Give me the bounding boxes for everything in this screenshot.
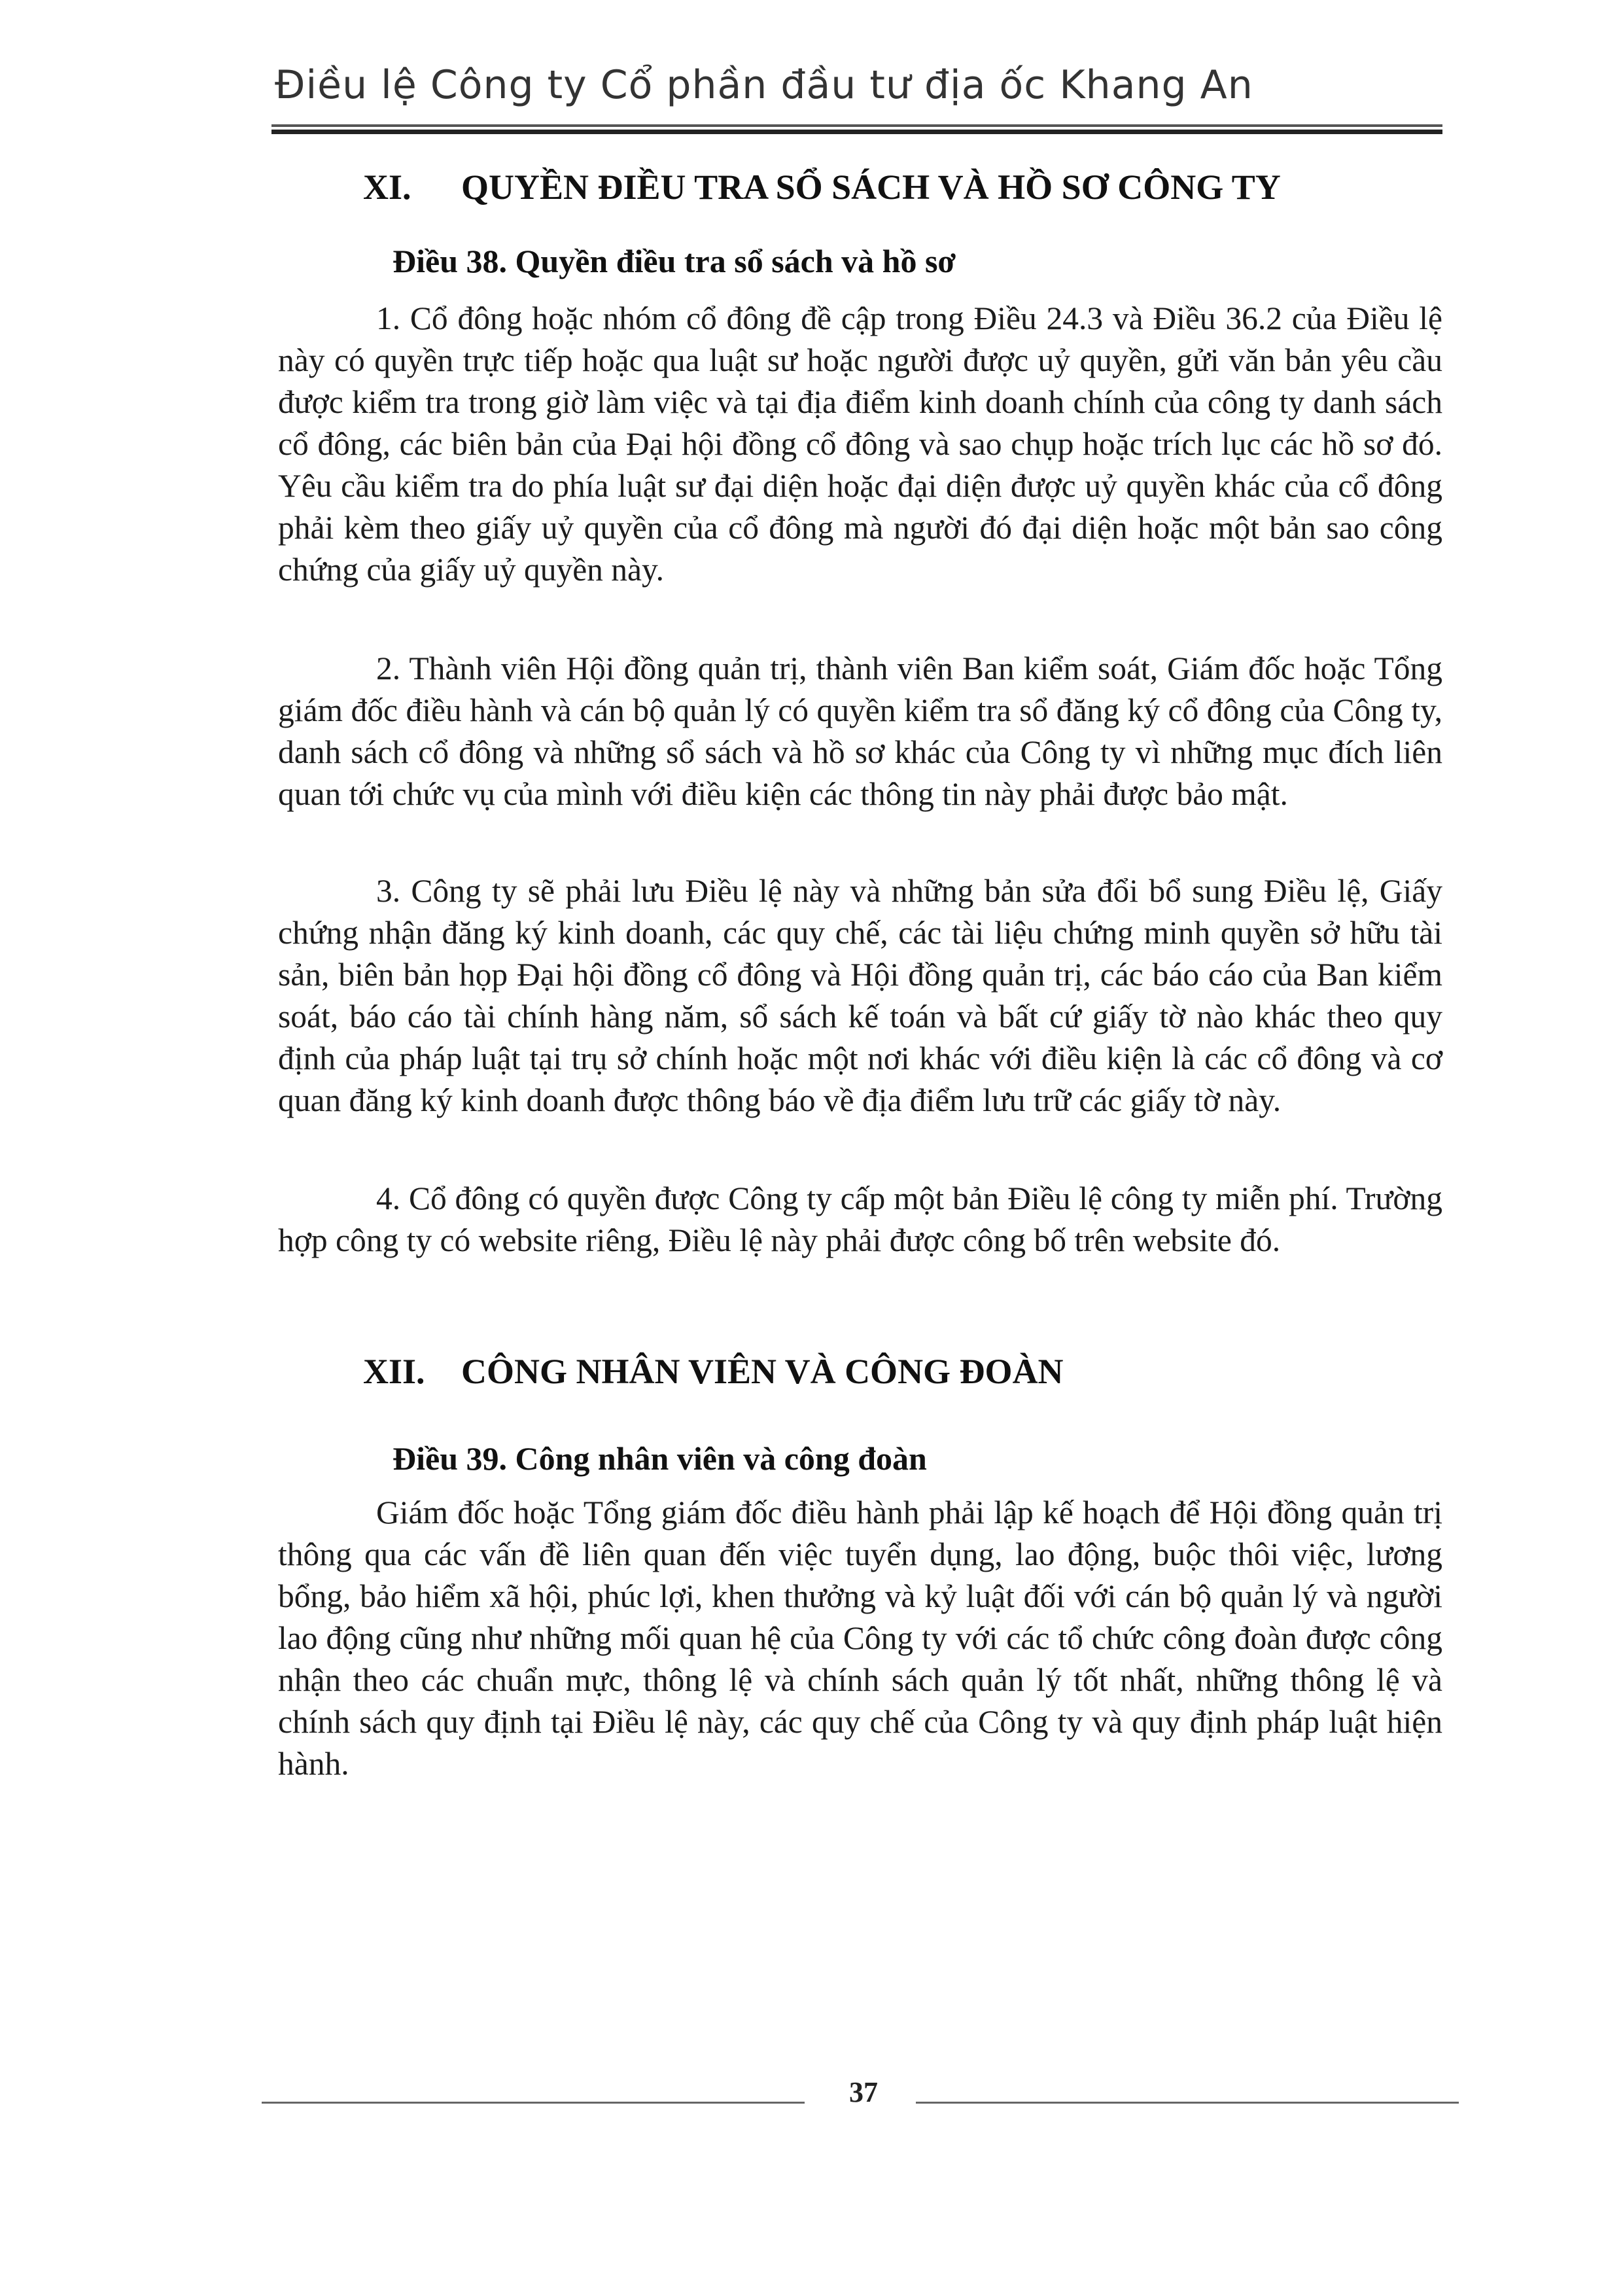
article-heading: Điều 38. Quyền điều tra sổ sách và hồ sơ xyxy=(393,243,956,279)
header-divider-thin xyxy=(271,124,1442,127)
header-divider xyxy=(271,124,1442,135)
article-heading: Điều 39. Công nhân viên và công đoàn xyxy=(393,1440,927,1477)
footer-rule-right xyxy=(916,2102,1459,2104)
section-heading xyxy=(363,1351,1064,1392)
document-title: Điều lệ Công ty Cổ phần đầu tư địa ốc Khang An xyxy=(275,62,1253,108)
paragraph: 2. Thành viên Hội đồng quản trị, thành viên Ban kiểm soát, Giám đốc hoặc Tổng giám đốc điều hành và cán bộ quản lý có quyền kiểm tra sổ đăng ký cổ đông của Công ty, danh sách cổ đông và những sổ sách và hồ sơ khác của Công ty vì những mục đích liên quan tới chức vụ của mình với điều kiện các thông tin này phải được bảo mật. xyxy=(278,650,1442,812)
section-heading xyxy=(363,167,1281,207)
section-title: QUYỀN ĐIỀU TRA SỔ SÁCH VÀ HỒ SƠ CÔNG TY xyxy=(461,168,1281,207)
footer-rule-left xyxy=(262,2102,805,2104)
paragraph: Giám đốc hoặc Tổng giám đốc điều hành phải lập kế hoạch để Hội đồng quản trị thông qua các vấn đề liên quan đến việc tuyển dụng, lao động, buộc thôi việc, lương bổng, bảo hiểm xã hội, phúc lợi, khen thưởng và kỷ luật đối với cán bộ quản lý và người lao động cũng như những mối quan hệ của Công ty với các tổ chức công đoàn được công nhận theo các chuẩn mực, thông lệ và chính sách quản lý tốt nhất, những thông lệ và chính sách quy định tại Điều lệ này, các quy chế của Công ty và quy định pháp luật hiện hành. xyxy=(278,1494,1442,1782)
section-number: XII. xyxy=(363,1352,425,1391)
paragraph: 1. Cổ đông hoặc nhóm cổ đông đề cập trong Điều 24.3 và Điều 36.2 của Điều lệ này có quyền trực tiếp hoặc qua luật sư hoặc người được uỷ quyền, gửi văn bản yêu cầu được kiểm tra trong giờ làm việc và tại địa điểm kinh doanh chính của công ty danh sách cổ đông, các biên bản của Đại hội đồng cổ đông và sao chụp hoặc trích lục các hồ sơ đó. Yêu cầu kiểm tra do phía luật sư đại diện hoặc đại diện được uỷ quyền khác của cổ đông phải kèm theo giấy uỷ quyền của cổ đông mà người đó đại diện hoặc một bản sao công chứng của giấy uỷ quyền này. xyxy=(278,300,1442,588)
paragraph: 3. Công ty sẽ phải lưu Điều lệ này và những bản sửa đổi bổ sung Điều lệ, Giấy chứng nhận đăng ký kinh doanh, các quy chế, các tài liệu chứng minh quyền sở hữu tài sản, biên bản họp Đại hội đồng cổ đông và Hội đồng quản trị, các báo cáo của Ban kiểm soát, báo cáo tài chính hàng năm, sổ sách kế toán và bất cứ giấy tờ nào khác theo quy định của pháp luật tại trụ sở chính hoặc một nơi khác với điều kiện là các cổ đông và cơ quan đăng ký kinh doanh được thông báo về địa điểm lưu trữ các giấy tờ này. xyxy=(278,873,1442,1118)
header-divider-thick xyxy=(271,130,1442,134)
paragraph: 4. Cổ đông có quyền được Công ty cấp một bản Điều lệ công ty miễn phí. Trường hợp công ty có website riêng, Điều lệ này phải được công bố trên website đó. xyxy=(278,1180,1442,1258)
section-number: XI. xyxy=(363,168,411,207)
section-title: CÔNG NHÂN VIÊN VÀ CÔNG ĐOÀN xyxy=(461,1352,1064,1391)
page-number: 37 xyxy=(849,2076,878,2108)
